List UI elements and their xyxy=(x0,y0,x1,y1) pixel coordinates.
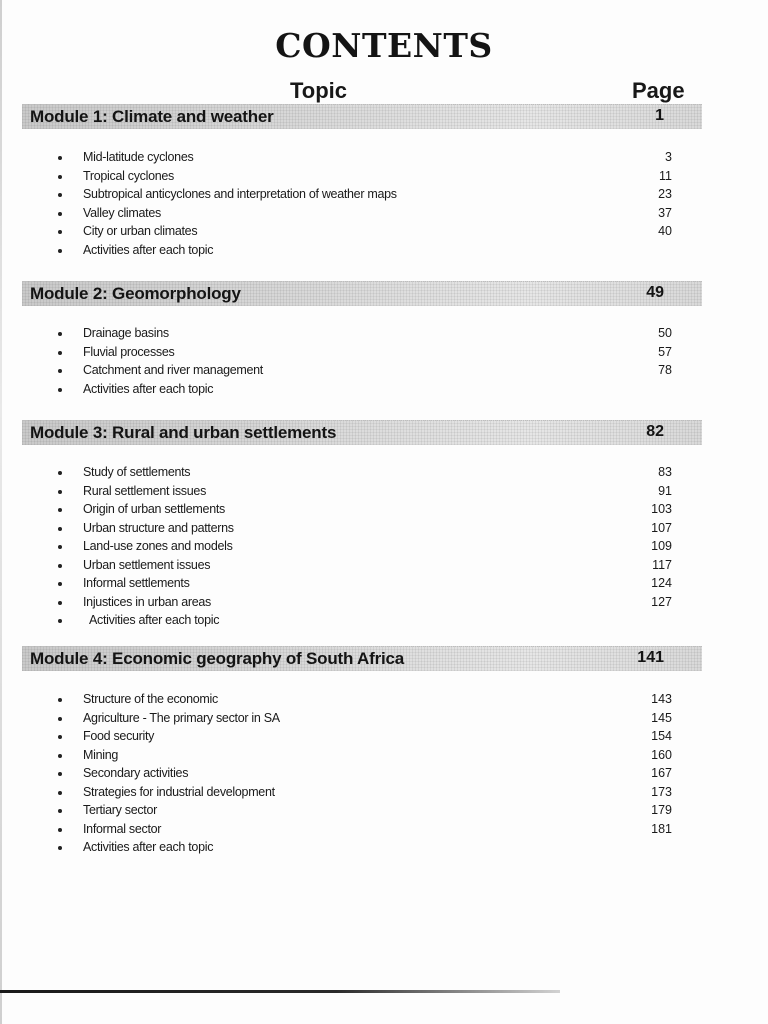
bullet-icon xyxy=(58,754,62,758)
item-page: 78 xyxy=(658,363,672,377)
module-1-heading xyxy=(22,104,702,129)
item-label: City or urban climates xyxy=(83,224,198,238)
item-page: 91 xyxy=(658,483,672,498)
item-page: 124 xyxy=(651,576,672,590)
bullet-icon xyxy=(58,828,62,832)
module-4-items xyxy=(0,691,768,858)
page-bottom-rule xyxy=(0,990,560,993)
item-page: 103 xyxy=(651,502,672,516)
item-label: Catchment and river management xyxy=(83,363,263,377)
list-item xyxy=(0,168,768,187)
item-label: Activities after each topic xyxy=(83,840,214,854)
item-page: 154 xyxy=(651,729,672,743)
bullet-icon xyxy=(58,212,62,216)
bullet-icon xyxy=(58,193,62,197)
item-label: Activities after each topic xyxy=(83,381,214,396)
item-page: 160 xyxy=(651,747,672,762)
list-item xyxy=(0,381,768,400)
item-page: 3 xyxy=(665,150,672,164)
module-3-heading xyxy=(22,420,702,445)
bullet-icon xyxy=(58,351,62,355)
module-3-title: Module 3: Rural and urban settlements xyxy=(30,423,337,442)
item-label: Urban settlement issues xyxy=(83,557,211,572)
module-1-title: Module 1: Climate and weather xyxy=(30,107,274,126)
list-item xyxy=(0,501,768,520)
item-page: 145 xyxy=(651,710,672,725)
item-page: 37 xyxy=(658,205,672,220)
module-4-heading xyxy=(22,646,702,671)
bullet-icon xyxy=(58,490,62,494)
item-label: Mining xyxy=(83,747,119,762)
item-page: 181 xyxy=(651,821,672,836)
item-label: Tertiary sector xyxy=(83,803,157,817)
list-item xyxy=(0,223,768,242)
bullet-icon xyxy=(58,619,62,623)
list-item xyxy=(0,483,768,502)
bullet-icon xyxy=(58,332,62,336)
item-label: Strategies for industrial development xyxy=(83,784,275,799)
list-item xyxy=(0,728,768,747)
topic-column-header: Topic xyxy=(290,78,348,103)
list-item xyxy=(0,691,768,710)
item-label: Origin of urban settlements xyxy=(83,502,225,516)
page-column-header: Page xyxy=(632,78,685,103)
item-page: 40 xyxy=(658,224,672,238)
item-page: 127 xyxy=(651,594,672,609)
bullet-icon xyxy=(58,809,62,813)
module-3-items xyxy=(0,464,768,631)
bullet-icon xyxy=(58,527,62,531)
list-item xyxy=(0,557,768,576)
bullet-icon xyxy=(58,249,62,253)
list-item xyxy=(0,821,768,840)
list-item xyxy=(0,520,768,539)
bullet-icon xyxy=(58,369,62,373)
list-item xyxy=(0,325,768,344)
module-2-title: Module 2: Geomorphology xyxy=(30,284,241,303)
list-item xyxy=(0,594,768,613)
item-label: Food security xyxy=(83,729,155,743)
list-item xyxy=(0,538,768,557)
item-label: Informal settlements xyxy=(83,576,190,590)
list-item xyxy=(0,839,768,858)
module-4-page: 141 xyxy=(637,649,664,666)
item-label: Subtropical anticyclones and interpretation of weather maps xyxy=(83,187,397,201)
item-label: Urban structure and patterns xyxy=(83,520,234,535)
item-page: 50 xyxy=(658,326,672,340)
list-item xyxy=(0,362,768,381)
list-item xyxy=(0,747,768,766)
bullet-icon xyxy=(58,791,62,795)
bullet-icon xyxy=(58,508,62,512)
bullet-icon xyxy=(58,717,62,721)
module-3-page: 82 xyxy=(646,423,664,440)
bullet-icon xyxy=(58,772,62,776)
item-page: 83 xyxy=(658,465,672,479)
item-label: Land-use zones and models xyxy=(83,539,233,553)
item-page: 179 xyxy=(651,803,672,817)
item-page: 107 xyxy=(651,520,672,535)
bullet-icon xyxy=(58,545,62,549)
item-page: 57 xyxy=(658,344,672,359)
bullet-icon xyxy=(58,175,62,179)
bullet-icon xyxy=(58,388,62,392)
list-item xyxy=(0,784,768,803)
item-page: 117 xyxy=(652,557,672,572)
item-label: Injustices in urban areas xyxy=(83,594,211,609)
item-label: Tropical cyclones xyxy=(83,168,175,183)
item-page: 173 xyxy=(651,784,672,799)
item-label: Fluvial processes xyxy=(83,344,175,359)
list-item xyxy=(0,765,768,784)
module-2-items xyxy=(0,325,768,399)
item-label: Structure of the economic xyxy=(83,692,218,706)
item-label: Secondary activities xyxy=(83,766,189,780)
list-item xyxy=(0,344,768,363)
item-label: Valley climates xyxy=(83,205,161,220)
bullet-icon xyxy=(58,735,62,739)
bullet-icon xyxy=(58,156,62,160)
module-1-page: 1 xyxy=(655,107,664,124)
list-item xyxy=(0,710,768,729)
item-label: Drainage basins xyxy=(83,326,169,340)
list-item xyxy=(0,575,768,594)
bullet-icon xyxy=(58,582,62,586)
bullet-icon xyxy=(58,230,62,234)
list-item xyxy=(0,205,768,224)
item-label: Activities after each topic xyxy=(89,613,220,627)
list-item xyxy=(0,802,768,821)
bullet-icon xyxy=(58,698,62,702)
item-label: Study of settlements xyxy=(83,465,191,479)
list-item xyxy=(0,186,768,205)
bullet-icon xyxy=(58,601,62,605)
module-1-items xyxy=(0,149,768,260)
bullet-icon xyxy=(58,846,62,850)
list-item xyxy=(0,242,768,261)
item-label: Activities after each topic xyxy=(83,242,214,257)
item-label: Agriculture - The primary sector in SA xyxy=(83,710,280,725)
item-page: 23 xyxy=(658,187,672,201)
item-label: Informal sector xyxy=(83,821,162,836)
item-page: 11 xyxy=(659,168,672,183)
item-page: 109 xyxy=(651,539,672,553)
page-title: CONTENTS xyxy=(275,26,493,65)
list-item xyxy=(0,149,768,168)
item-label: Rural settlement issues xyxy=(83,483,207,498)
list-item xyxy=(0,464,768,483)
module-4-title: Module 4: Economic geography of South Africa xyxy=(30,649,405,668)
module-2-page: 49 xyxy=(646,284,664,301)
item-label: Mid-latitude cyclones xyxy=(83,150,194,164)
list-item xyxy=(0,612,768,631)
bullet-icon xyxy=(58,471,62,475)
module-2-heading xyxy=(22,281,702,306)
item-page: 167 xyxy=(651,766,672,780)
item-page: 143 xyxy=(651,692,672,706)
bullet-icon xyxy=(58,564,62,568)
